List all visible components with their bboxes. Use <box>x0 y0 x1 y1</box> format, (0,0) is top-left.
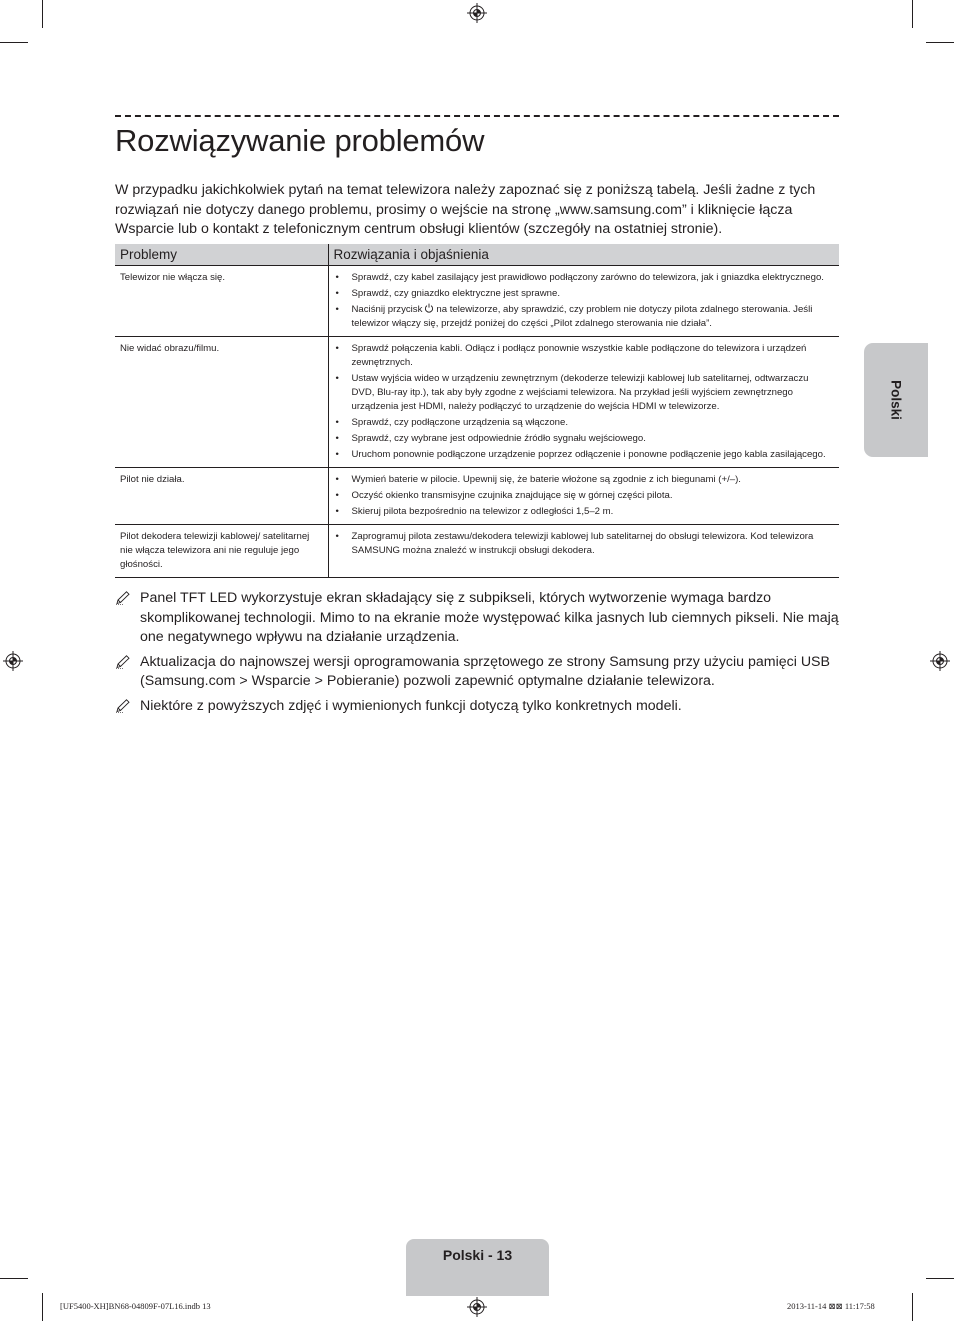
pencil-note-icon <box>115 699 131 713</box>
solution-text: Wymień baterie w pilocie. Upewnij się, że baterie włożone są zgodnie z ich biegunami (+/–). <box>351 473 741 485</box>
problem-cell: Nie widać obrazu/filmu. <box>115 336 328 467</box>
registration-mark-icon <box>930 651 950 671</box>
print-slug-timestamp: 2013-11-14 ⊠⊠ 11:17:58 <box>787 1301 875 1311</box>
bullet: • <box>335 489 339 501</box>
note <box>115 653 841 692</box>
crop-mark <box>926 1278 954 1279</box>
problem-cell: Telewizor nie włącza się. <box>115 265 328 336</box>
crop-mark <box>0 1278 28 1279</box>
troubleshooting-table <box>115 244 839 578</box>
solution-text: Sprawdź, czy gniazdko elektryczne jest sprawne. <box>351 287 560 299</box>
solution-text: Sprawdź, czy podłączone urządzenia są włączone. <box>351 416 569 428</box>
page-number: Polski - 13 <box>442 1247 513 1263</box>
note <box>115 589 841 648</box>
solutions-list <box>336 271 832 331</box>
title-dashed-rule <box>115 115 839 117</box>
solution-text: Sprawdź, czy kabel zasilający jest prawidłowo podłączony zarówno do telewizora, jak i gniazdka elektrycznego. <box>351 271 824 283</box>
bullet: • <box>335 342 339 354</box>
solution-text: Sprawdź połączenia kabli. Odłącz i podłącz ponownie wszystkie kable podłączone do telewizora i urządzeń zewnętrznych. <box>351 342 807 368</box>
intro-paragraph: W przypadku jakichkolwiek pytań na temat telewizora należy zapoznać się z poniższą tabelą. Jeśli żadne z tych rozwiązań nie dotyczy danego problemu, prosimy o wejście na stronę „www.samsung.com” i kliknięcie łącza Wsparcie lub o kontakt z telefonicznym centrum obsługi klientów (szczegóły na ostatniej stronie). <box>115 182 816 237</box>
solution-text: Naciśnij przycisk <box>351 303 423 315</box>
page-title: Rozwiązywanie problemów <box>115 123 485 158</box>
solution-text: Skieruj pilota bezpośrednio na telewizor z odległości 1,5–2 m. <box>351 505 614 517</box>
bullet: • <box>335 372 339 384</box>
list-item <box>336 287 832 301</box>
table-row <box>115 336 839 467</box>
solution-text: na telewizorze, aby sprawdzić, czy problem nie dotyczy pilota zdalnego sterowania. Jeśli telewizor włączy się, przejdź poniżej do części „Pilot zdalnego sterowania nie działa”. <box>351 303 813 329</box>
bullet: • <box>335 303 339 315</box>
bullet: • <box>335 448 339 460</box>
column-header-solutions: Rozwiązania i objaśnienia <box>328 244 839 265</box>
bullet: • <box>335 530 339 542</box>
pencil-note-icon <box>115 655 131 669</box>
note-text: Aktualizacja do najnowszej wersji oprogramowania sprzętowego ze strony Samsung przy użyciu pamięci USB (Samsung.com > Wsparcie > Pobieranie) pozwoli zapewnić optymalne działanie telewizora. <box>140 653 830 689</box>
table-row <box>115 265 839 336</box>
list-item <box>336 271 832 285</box>
solution-text: Uruchom ponownie podłączone urządzenie poprzez odłączenie i ponowne podłączenie jego kabla zasilającego. <box>351 448 826 460</box>
pencil-note-icon <box>115 591 131 605</box>
table-row <box>115 524 839 577</box>
solutions-cell <box>328 524 839 577</box>
list-item <box>336 448 832 462</box>
list-item <box>336 530 832 558</box>
solutions-cell <box>328 265 839 336</box>
solution-text: Ustaw wyjścia wideo w urządzeniu zewnętrznym (dekoderze telewizji kablowej lub satelitarnej, odtwarzaczu DVD, Blu-ray itp.), tak aby były zgodne z wejściami telewizora. Na przykład jeśli wyjściem zewnętrznego urządzenia jest HDMI, należy podłączyć to urządzenie do wejścia HDMI w telewizorze. <box>351 372 809 412</box>
list-item <box>336 303 832 331</box>
problem-cell: Pilot nie działa. <box>115 467 328 524</box>
page-number-tab <box>406 1239 549 1296</box>
solutions-list <box>336 530 832 558</box>
note <box>115 697 841 717</box>
list-item <box>336 505 832 519</box>
list-item <box>336 372 832 414</box>
list-item <box>336 342 832 370</box>
registration-mark-icon <box>467 1297 487 1317</box>
bullet: • <box>335 416 339 428</box>
registration-mark-icon <box>3 651 23 671</box>
crop-mark <box>926 42 954 43</box>
crop-mark <box>912 1293 913 1321</box>
bullet: • <box>335 432 339 444</box>
solutions-cell <box>328 336 839 467</box>
solution-text: Sprawdź, czy wybrane jest odpowiednie źródło sygnału wejściowego. <box>351 432 646 444</box>
print-slug-file: [UF5400-XH]BN68-04809F-07L16.indb 13 <box>60 1301 211 1311</box>
crop-mark <box>42 0 43 28</box>
column-header-problems: Problemy <box>115 244 328 265</box>
list-item <box>336 489 832 503</box>
bullet: • <box>335 287 339 299</box>
crop-mark <box>912 0 913 28</box>
bullet: • <box>335 271 339 283</box>
bullet: • <box>335 505 339 517</box>
list-item <box>336 473 832 487</box>
table-header-row <box>115 244 839 265</box>
problem-cell: Pilot dekodera telewizji kablowej/ satelitarnej nie włącza telewizora ani nie reguluje jego głośności. <box>115 524 328 577</box>
solutions-list <box>336 342 832 462</box>
notes-section <box>115 589 841 721</box>
note-text: Panel TFT LED wykorzystuje ekran składający się z subpikseli, których wytworzenie wymaga bardzo skomplikowanej technologii. Mimo to na ekranie może występować kilka jasnych lub ciemnych pikseli. Nie mają one negatywnego wpływu na działanie urządzenia. <box>140 590 839 645</box>
list-item <box>336 416 832 430</box>
registration-mark-icon <box>467 3 487 23</box>
solutions-cell <box>328 467 839 524</box>
crop-mark <box>42 1293 43 1321</box>
solutions-list <box>336 473 832 519</box>
table-row <box>115 467 839 524</box>
note-text: Niektóre z powyższych zdjęć i wymienionych funkcji dotyczą tylko konkretnych modeli. <box>140 697 682 714</box>
solution-text: Oczyść okienko transmisyjne czujnika znajdujące się w górnej części pilota. <box>351 489 673 501</box>
bullet: • <box>335 473 339 485</box>
crop-mark <box>0 42 28 43</box>
language-side-tab <box>864 343 928 457</box>
power-icon <box>424 303 434 313</box>
solution-text: Zaprogramuj pilota zestawu/dekodera telewizji kablowej lub satelitarnej do obsługi telewizora. Kod telewizora SAMSUNG można znaleźć w instrukcji obsługi dekodera. <box>351 530 814 556</box>
language-tab-label: Polski <box>888 380 904 420</box>
list-item <box>336 432 832 446</box>
